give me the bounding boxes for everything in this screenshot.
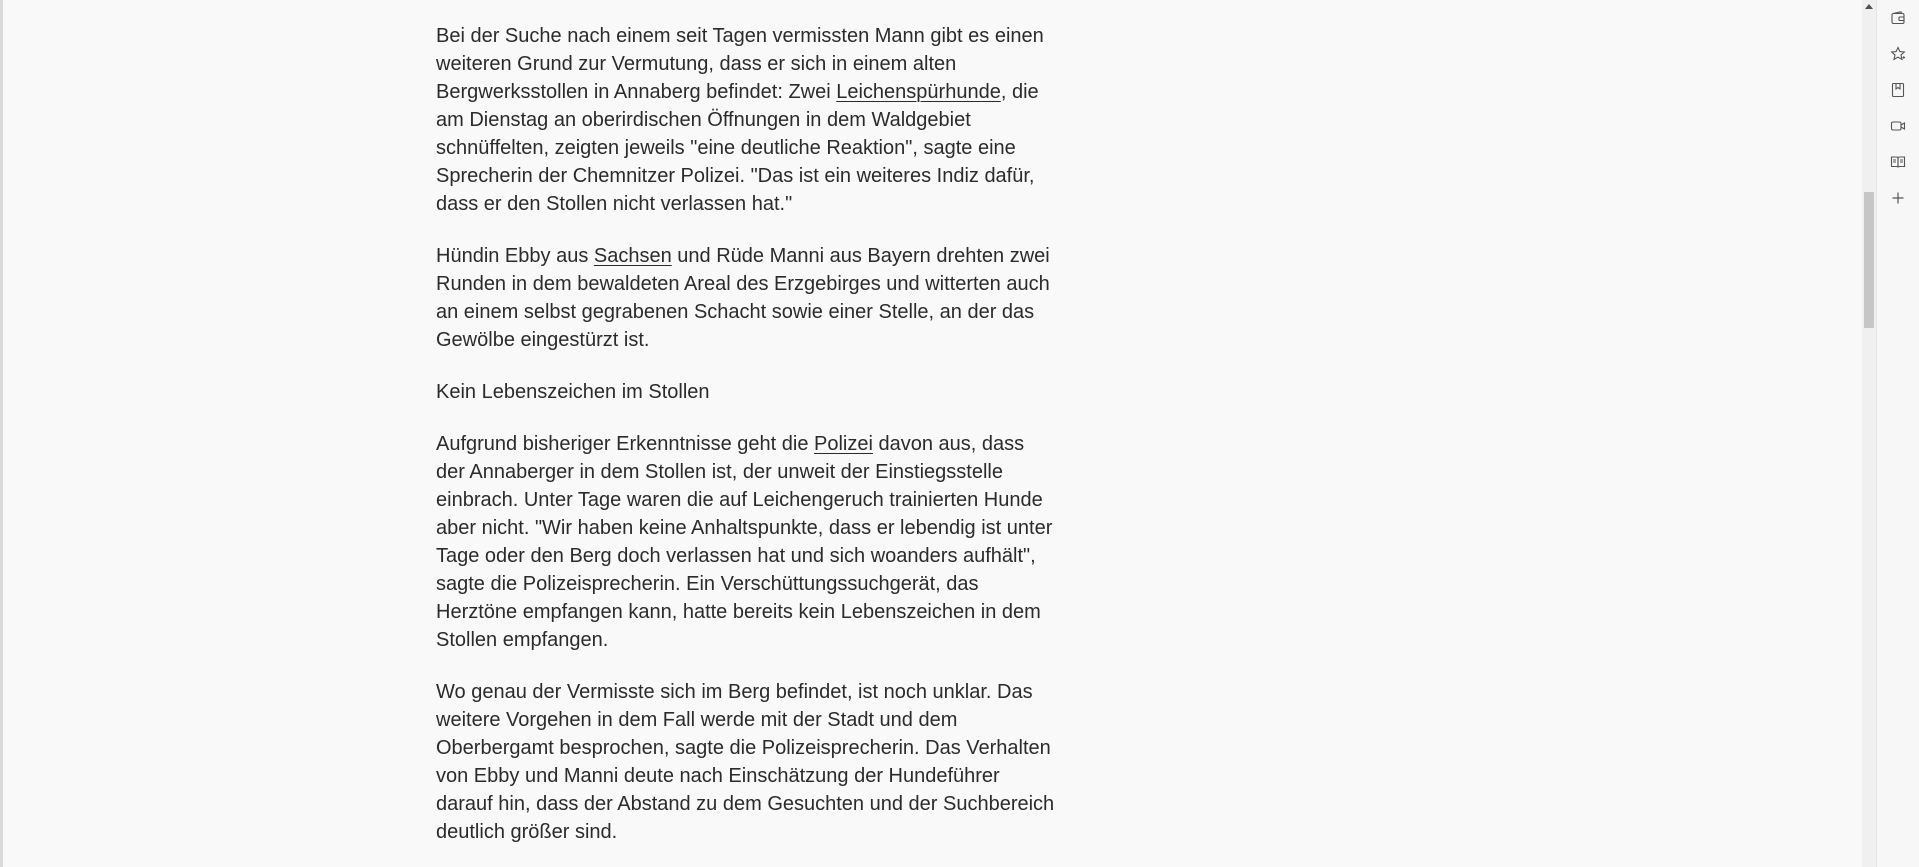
paragraph-3 (436, 430, 1058, 654)
favorites-star-icon[interactable] (1885, 41, 1911, 67)
wallet-icon[interactable] (1885, 5, 1911, 31)
link-sachsen[interactable]: Sachsen (593, 245, 672, 267)
paragraph-3-text-before: Aufgrund bisheriger Erkenntnisse geht die (436, 433, 815, 455)
paragraph-1 (436, 22, 1058, 218)
paragraph-3-text-after: davon aus, dass der Annaberger in dem Stollen ist, der unweit der Einstiegsstelle einbrach. Unter Tage waren die auf Leichengeruch trainierten Hunde aber nicht. "Wir haben keine Anhaltspunkte, dass er lebendig ist unter Tage oder den Berg doch verlassen hat und sich woanders aufhält", sagte die Polizeisprecherin. Ein Verschüttungssuchgerät, das Herztöne empfangen kann, hatte bereits kein Lebenszeichen in dem Stollen empfangen. (436, 433, 1053, 651)
window-left-border (0, 0, 3, 867)
collections-bookmark-icon[interactable] (1885, 77, 1911, 103)
reading-view-book-icon[interactable] (1885, 149, 1911, 175)
right-sidebar-rail (1876, 0, 1919, 867)
link-leichenspuerhunde[interactable]: Leichenspürhunde (836, 81, 1001, 103)
subheading: Kein Lebenszeichen im Stollen (436, 381, 710, 403)
article-body (436, 22, 1058, 867)
scrollbar-thumb[interactable] (1864, 192, 1874, 328)
paragraph-1-text-before: Bei der Suche nach einem seit Tagen vermissten Mann gibt es einen weiteren Grund zur Vermutung, dass er sich in einem alten Bergwerksstollen in Annaberg befindet: Zwei (436, 25, 1044, 103)
paragraph-1-text-after: , die am Dienstag an oberirdischen Öffnungen in dem Waldgebiet schnüffelten, zeigten jeweils "eine deutliche Reaktion", sagte eine Sprecherin der Chemnitzer Polizei. "Das ist ein weiteres Indiz dafür, dass er den Stollen nicht verlassen hat." (436, 81, 1039, 215)
link-polizei[interactable]: Polizei (814, 433, 873, 455)
scroll-up-arrow-icon[interactable] (1862, 0, 1876, 12)
paragraph-2 (436, 242, 1058, 354)
add-plus-icon[interactable] (1885, 185, 1911, 211)
paragraph-2-text-before: Hündin Ebby aus (436, 245, 594, 267)
video-camera-icon[interactable] (1885, 113, 1911, 139)
vertical-scrollbar[interactable] (1862, 0, 1876, 867)
paragraph-2-text-after: und Rüde Manni aus Bayern drehten zwei Runden in dem bewaldeten Areal des Erzgebirges und witterten auch an einem selbst gegrabenen Schacht sowie einer Stelle, an der das Gewölbe eingestürzt ist. (436, 245, 1050, 351)
paragraph-4: Wo genau der Vermisste sich im Berg befindet, ist noch unklar. Das weitere Vorgehen in dem Fall werde mit der Stadt und dem Oberbergamt besprochen, sagte die Polizeisprecherin. Das Verhalten von Ebby und Manni deute nach Einschätzung der Hundeführer darauf hin, dass der Abstand zu dem Gesuchten und der Suchbereich deutlich größer sind. (436, 681, 1055, 843)
